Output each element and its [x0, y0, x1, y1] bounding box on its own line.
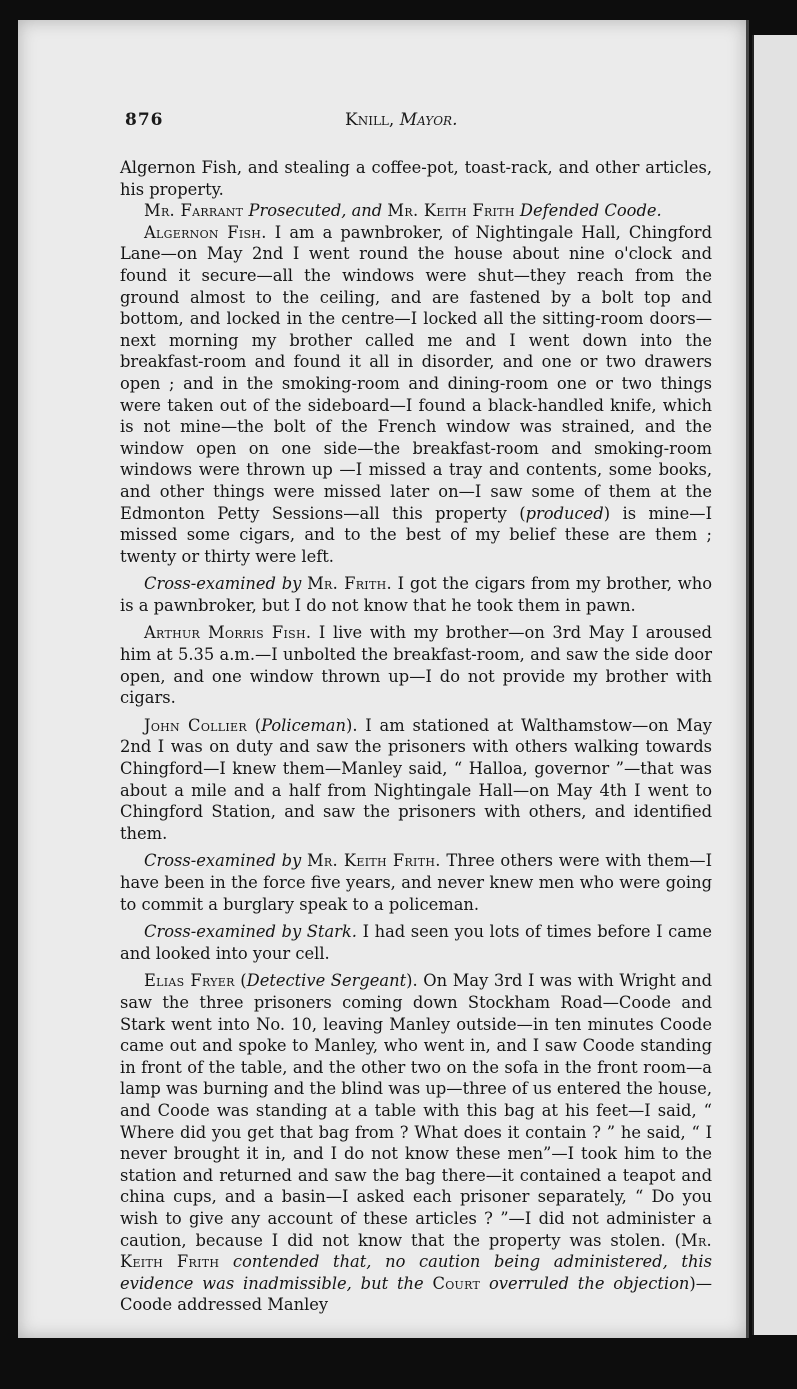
testimony-elias-fryer: Elias Fryer (Detective Sergeant). On May 3rd I was with Wright and saw the three prisoners coming down Stockham Road—Coode and Stark went into No. 10, leaving Manley outside—in ten minutes Coode came out and spoke to Manley, who went in, and I saw Coode standing in front of the table, and the other two on the sofa in the front room—a lamp was burning and the blind was up—three of us entered the house, and Coode was standing at a table with this bag at his feet—I said, “ Where did you get that bag from ? What does it contain ? ” he said, “ I never brought it in, and I do not know these men”—I took him to the station and returned and saw the bag there—it contained a teapot and china cups, and a basin—I asked each prisoner separately, “ Do you wish to give any account of these articles ? ”—I did not administer a caution, because I did not know that the property was stolen. (Mr. Keith Frith contended that, no caution being administered, this evidence was inadmissible, but the Court overruled the objection)—Coode addressed Manley: [120, 971, 712, 1315]
paragraph-continuation: Algernon Fish, and stealing a coffee-pot, toast-rack, and other articles, his property.: [120, 158, 712, 199]
adjacent-page-edge: [752, 35, 797, 1335]
running-title: [345, 110, 458, 130]
page-text: [120, 157, 712, 1316]
witness-name: Arthur Morris Fish.: [144, 623, 312, 643]
witness-name: Algernon Fish.: [144, 222, 267, 242]
page-number: 876: [125, 110, 164, 130]
cross-examination-stark: Cross-examined by Stark. I had seen you lots of times before I came and looked into your cell.: [120, 922, 712, 963]
testimony-arthur-morris-fish: Arthur Morris Fish. I live with my brother—on 3rd May I aroused him at 5.35 a.m.—I unbolted the breakfast-room, and saw the side door open, and one window thrown up—I do not provide my brother with cigars.: [120, 623, 712, 708]
cross-examination-keith-frith: Cross-examined by Mr. Keith Frith. Three others were with them—I have been in the force five years, and never knew men who were going to commit a burglary speak to a policeman.: [120, 851, 713, 914]
counsel-line: Mr. Farrant Prosecuted, and Mr. Keith Frith Defended Coode.: [144, 201, 662, 221]
witness-name: John Collier: [144, 715, 247, 735]
witness-name: Elias Fryer: [144, 971, 235, 991]
running-header: [125, 110, 725, 140]
testimony-algernon-fish: Algernon Fish. I am a pawnbroker, of Nightingale Hall, Chingford Lane—on May 2nd I went round the house about nine o'clock and found it secure—all the windows were shut—they reach from the ground almost to the ceiling, and are fastened by a bolt top and bottom, and locked in the centre—I locked all the sitting-room doors—next morning my brother called me and I went down into the breakfast-room and found it all in disorder, and one or two drawers open ; and in the smoking-room and dining-room one or two things were taken out of the sideboard—I found a black-handled knife, which is not mine—the bolt of the French window was strained, and the window open on one side—the breakfast-room and smoking-room windows were thrown up —I missed a tray and contents, some books, and other things were missed later on—I saw some of them at the Edmonton Petty Sessions—all this property (produced) is mine—I missed some cigars, and to the best of my belief these are them ; twenty or thirty were left.: [120, 222, 712, 566]
running-title-office: Mayor.: [399, 110, 458, 130]
cross-examination-frith: Cross-examined by Mr. Frith. I got the cigars from my brother, who is a pawnbroker, but I do not know that he took them in pawn.: [120, 574, 712, 615]
running-title-name: Knill,: [345, 110, 395, 130]
testimony-john-collier: John Collier (Policeman). I am stationed at Walthamstow—on May 2nd I was on duty and saw the prisoners with others walking towards Chingford—I knew them—Manley said, “ Halloa, governor ”—that was about a mile and a half from Nightingale Hall—on May 4th I went to Chingford Station, and saw the prisoners with others, and identified them.: [120, 715, 712, 843]
